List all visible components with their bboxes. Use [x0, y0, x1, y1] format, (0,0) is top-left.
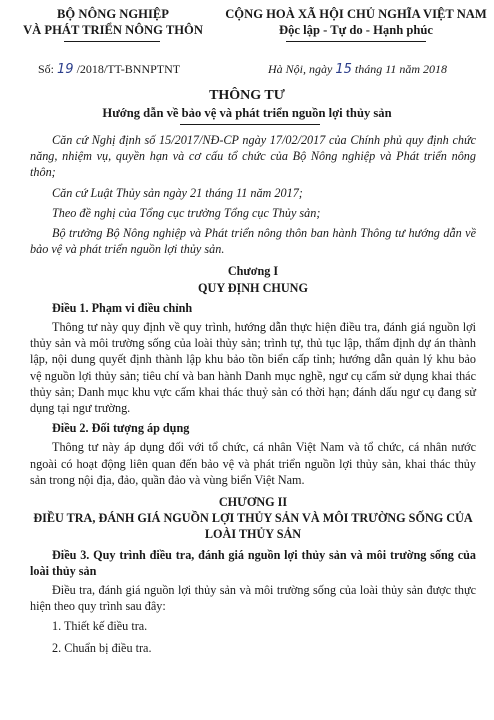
chapter-2-name: ĐIỀU TRA, ĐÁNH GIÁ NGUỒN LỢI THỦY SẢN VÀ MÔI TRƯỜNG SỐNG CỦA LOÀI THỦY SẢN: [33, 511, 473, 542]
chapter-2-label: CHƯƠNG II: [218, 495, 288, 510]
country-name: CỘNG HOÀ XÃ HỘI CHỦ NGHĨA VIỆT NAM: [225, 7, 487, 21]
preamble-2: Căn cứ Luật Thủy sản ngày 21 tháng 11 năm 2017;: [52, 185, 303, 200]
article-1-text: Thông tư này quy định về quy trình, hướng dẫn thực hiện điều tra, đánh giá nguồn lợi thủy sản và môi trường sống của loài thủy sản; trình tự, thủ tục lập, thẩm định dự án thành lập, nội dung quyết định thành lập khu bảo tồn biển cấp tỉnh; hướng dẫn quản lý khu bảo vệ nguồn lợi thủy sản; tiêu chí và ban hành Danh mục nghề, ngư cụ cấm sử dụng khai thác thủy sản; Danh mục khu vực cấm khai thác thuỷ sản có thời hạn; đánh dấu ngư cụ đang sử dụng tại ngư trường.: [30, 320, 476, 416]
document-number: [38, 62, 180, 77]
preamble-1: Căn cứ Nghị định số 15/2017/NĐ-CP ngày 17/02/2017 của Chính phủ quy định chức năng, nhiệm vụ, quyền hạn và cơ cấu tổ chức của Bộ Nông nghiệp và Phát triển nông thôn;: [30, 133, 476, 180]
ministry-line-1: BỘ NÔNG NGHIỆP: [57, 7, 169, 21]
national-header: [222, 6, 490, 38]
handwritten-number: 19: [57, 62, 74, 77]
article-3-title: Điều 3. Quy trình điều tra, đánh giá nguồn lợi thủy sản và môi trường sống của loài thủy sản: [30, 547, 476, 578]
document-body: [30, 132, 476, 661]
document-date: [268, 62, 447, 77]
list-item-2: 2. Chuẩn bị điều tra.: [52, 640, 152, 655]
date-suffix: tháng 11 năm 2018: [354, 62, 447, 76]
number-prefix: Số:: [38, 62, 55, 76]
title-underline: [180, 124, 320, 125]
article-1-title: Điều 1. Phạm vi điều chỉnh: [52, 300, 193, 315]
agency-underline: [64, 41, 160, 42]
document-subtitle: Hướng dẫn về bảo vệ và phát triển nguồn lợi thủy sản: [102, 106, 392, 120]
article-2-title: Điều 2. Đối tượng áp dụng: [52, 421, 190, 436]
preamble-3: Theo đề nghị của Tổng cục trưởng Tổng cục Thủy sản;: [52, 205, 321, 220]
chapter-1-name: QUY ĐỊNH CHUNG: [198, 280, 308, 295]
preamble-4: Bộ trưởng Bộ Nông nghiệp và Phát triển nông thôn ban hành Thông tư hướng dẫn về bảo vệ và phát triển nguồn lợi thủy sản.: [30, 226, 476, 257]
national-motto: Độc lập - Tự do - Hạnh phúc: [279, 23, 433, 37]
date-prefix: Hà Nội, ngày: [268, 62, 333, 76]
motto-underline: [286, 41, 426, 42]
chapter-1-label: Chương I: [227, 264, 279, 279]
article-3-text: Điều tra, đánh giá nguồn lợi thủy sản và môi trường sống của loài thủy sản được thực hiện theo quy trình sau đây:: [30, 583, 476, 614]
ministry-line-2: VÀ PHÁT TRIỂN NÔNG THÔN: [23, 23, 203, 37]
number-suffix: /2018/TT-BNNPTNT: [76, 62, 181, 76]
list-item-1: 1. Thiết kế điều tra.: [52, 619, 148, 634]
issuing-agency: [8, 6, 218, 38]
article-2-text: Thông tư này áp dụng đối với tổ chức, cá nhân Việt Nam và tổ chức, cá nhân nước ngoài có hoạt động liên quan đến bảo vệ và phát triển nguồn lợi thủy sản, khai thác thủy sản trong nội địa, đảo, quần đảo và vùng biển Việt Nam.: [30, 440, 476, 487]
handwritten-day: 15: [335, 62, 352, 77]
document-title: THÔNG TƯ: [209, 88, 285, 103]
